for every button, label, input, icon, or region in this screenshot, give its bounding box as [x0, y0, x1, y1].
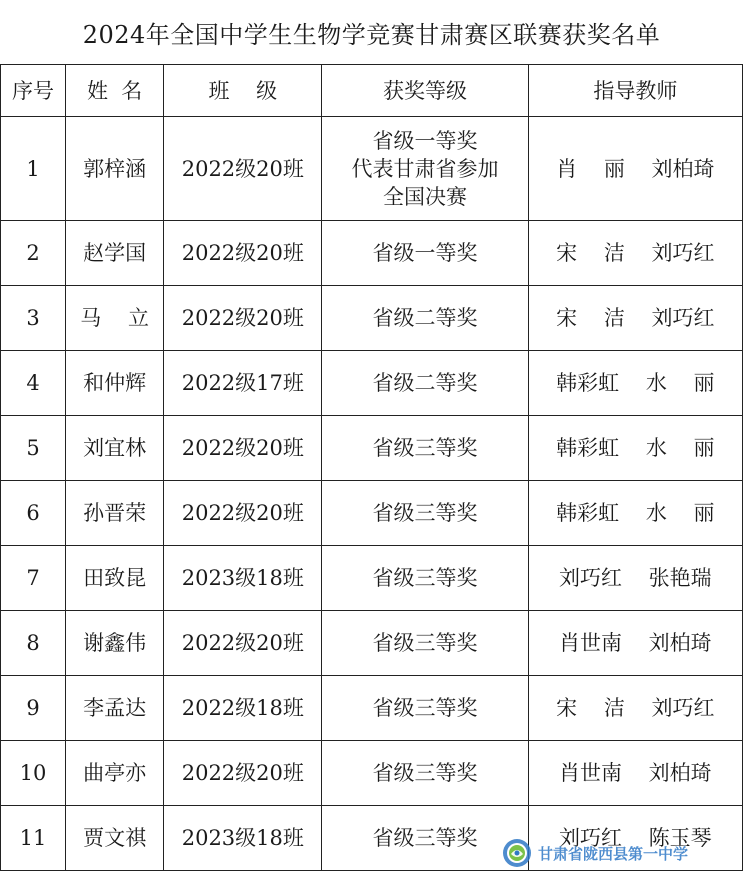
table-row [1, 806, 743, 871]
table-row [1, 481, 743, 546]
cell-teacher: 韩彩虹 水 丽 [528, 351, 742, 416]
award-line: 省级三等奖 [372, 761, 478, 785]
header-name: 姓 名 [66, 65, 164, 117]
cell-name: 李孟达 [66, 676, 164, 741]
cell-award [322, 286, 528, 351]
cell-index: 6 [1, 481, 66, 546]
cell-name: 孙晋荣 [66, 481, 164, 546]
table-row [1, 611, 743, 676]
cell-teacher: 韩彩虹 水 丽 [528, 416, 742, 481]
cell-teacher: 宋 洁 刘巧红 [528, 221, 742, 286]
table-row [1, 546, 743, 611]
watermark-text: 甘肃省陇西县第一中学 [538, 844, 689, 863]
cell-class: 2022级20班 [164, 286, 322, 351]
table-row [1, 221, 743, 286]
header-index: 序号 [1, 65, 66, 117]
awards-table [0, 64, 743, 871]
cell-index: 2 [1, 221, 66, 286]
cell-index: 7 [1, 546, 66, 611]
cell-award [322, 416, 528, 481]
award-line: 省级三等奖 [372, 696, 478, 720]
cell-teacher: 宋 洁 刘巧红 [528, 286, 742, 351]
cell-index: 10 [1, 741, 66, 806]
award-line: 省级三等奖 [372, 566, 478, 590]
award-line: 全国决赛 [383, 184, 468, 209]
table-row [1, 741, 743, 806]
cell-teacher: 肖世南 刘柏琦 [528, 611, 742, 676]
cell-class: 2022级20班 [164, 741, 322, 806]
table-row [1, 416, 743, 481]
award-line: 省级三等奖 [372, 436, 478, 460]
cell-name: 田致昆 [66, 546, 164, 611]
award-line: 代表甘肃省参加 [351, 156, 499, 181]
cell-teacher: 宋 洁 刘巧红 [528, 676, 742, 741]
cell-teacher: 刘巧红 陈玉琴 [528, 806, 742, 871]
cell-award [322, 611, 528, 676]
cell-class: 2022级18班 [164, 676, 322, 741]
cell-class: 2022级20班 [164, 611, 322, 676]
header-award: 获奖等级 [322, 65, 528, 117]
cell-name: 刘宜林 [66, 416, 164, 481]
cell-name: 赵学国 [66, 221, 164, 286]
cell-index: 9 [1, 676, 66, 741]
cell-name: 曲亭亦 [66, 741, 164, 806]
cell-class: 2022级17班 [164, 351, 322, 416]
cell-class: 2022级20班 [164, 416, 322, 481]
award-line: 省级三等奖 [372, 631, 478, 655]
cell-index: 4 [1, 351, 66, 416]
cell-award [322, 676, 528, 741]
cell-index: 3 [1, 286, 66, 351]
cell-name: 郭梓涵 [66, 117, 164, 221]
table-row [1, 676, 743, 741]
cell-award [322, 741, 528, 806]
document-title: 2024年全国中学生生物学竞赛甘肃赛区联赛获奖名单 [82, 20, 661, 49]
cell-class: 2023级18班 [164, 806, 322, 871]
cell-teacher: 肖 丽 刘柏琦 [528, 117, 742, 221]
cell-award [322, 117, 528, 221]
cell-class: 2023级18班 [164, 546, 322, 611]
table-row [1, 351, 743, 416]
cell-name: 谢鑫伟 [66, 611, 164, 676]
cell-index: 8 [1, 611, 66, 676]
cell-name: 和仲辉 [66, 351, 164, 416]
cell-index: 5 [1, 416, 66, 481]
cell-class: 2022级20班 [164, 221, 322, 286]
table-header-row [1, 65, 743, 117]
cell-class: 2022级20班 [164, 117, 322, 221]
cell-award [322, 546, 528, 611]
table-row [1, 286, 743, 351]
cell-award [322, 806, 528, 871]
award-line: 省级一等奖 [372, 128, 478, 153]
award-line: 省级二等奖 [372, 371, 478, 395]
header-class: 班 级 [164, 65, 322, 117]
award-line: 省级一等奖 [372, 241, 478, 265]
cell-award [322, 481, 528, 546]
cell-award [322, 221, 528, 286]
header-teacher: 指导教师 [528, 65, 742, 117]
cell-class: 2022级20班 [164, 481, 322, 546]
cell-name: 马 立 [66, 286, 164, 351]
cell-teacher: 韩彩虹 水 丽 [528, 481, 742, 546]
cell-name: 贾文祺 [66, 806, 164, 871]
cell-teacher: 肖世南 刘柏琦 [528, 741, 742, 806]
award-line: 省级三等奖 [372, 826, 478, 850]
award-line: 省级三等奖 [372, 501, 478, 525]
cell-index: 1 [1, 117, 66, 221]
cell-index: 11 [1, 806, 66, 871]
table-row [1, 117, 743, 221]
cell-teacher: 刘巧红 张艳瑞 [528, 546, 742, 611]
cell-award [322, 351, 528, 416]
award-line: 省级二等奖 [372, 306, 478, 330]
